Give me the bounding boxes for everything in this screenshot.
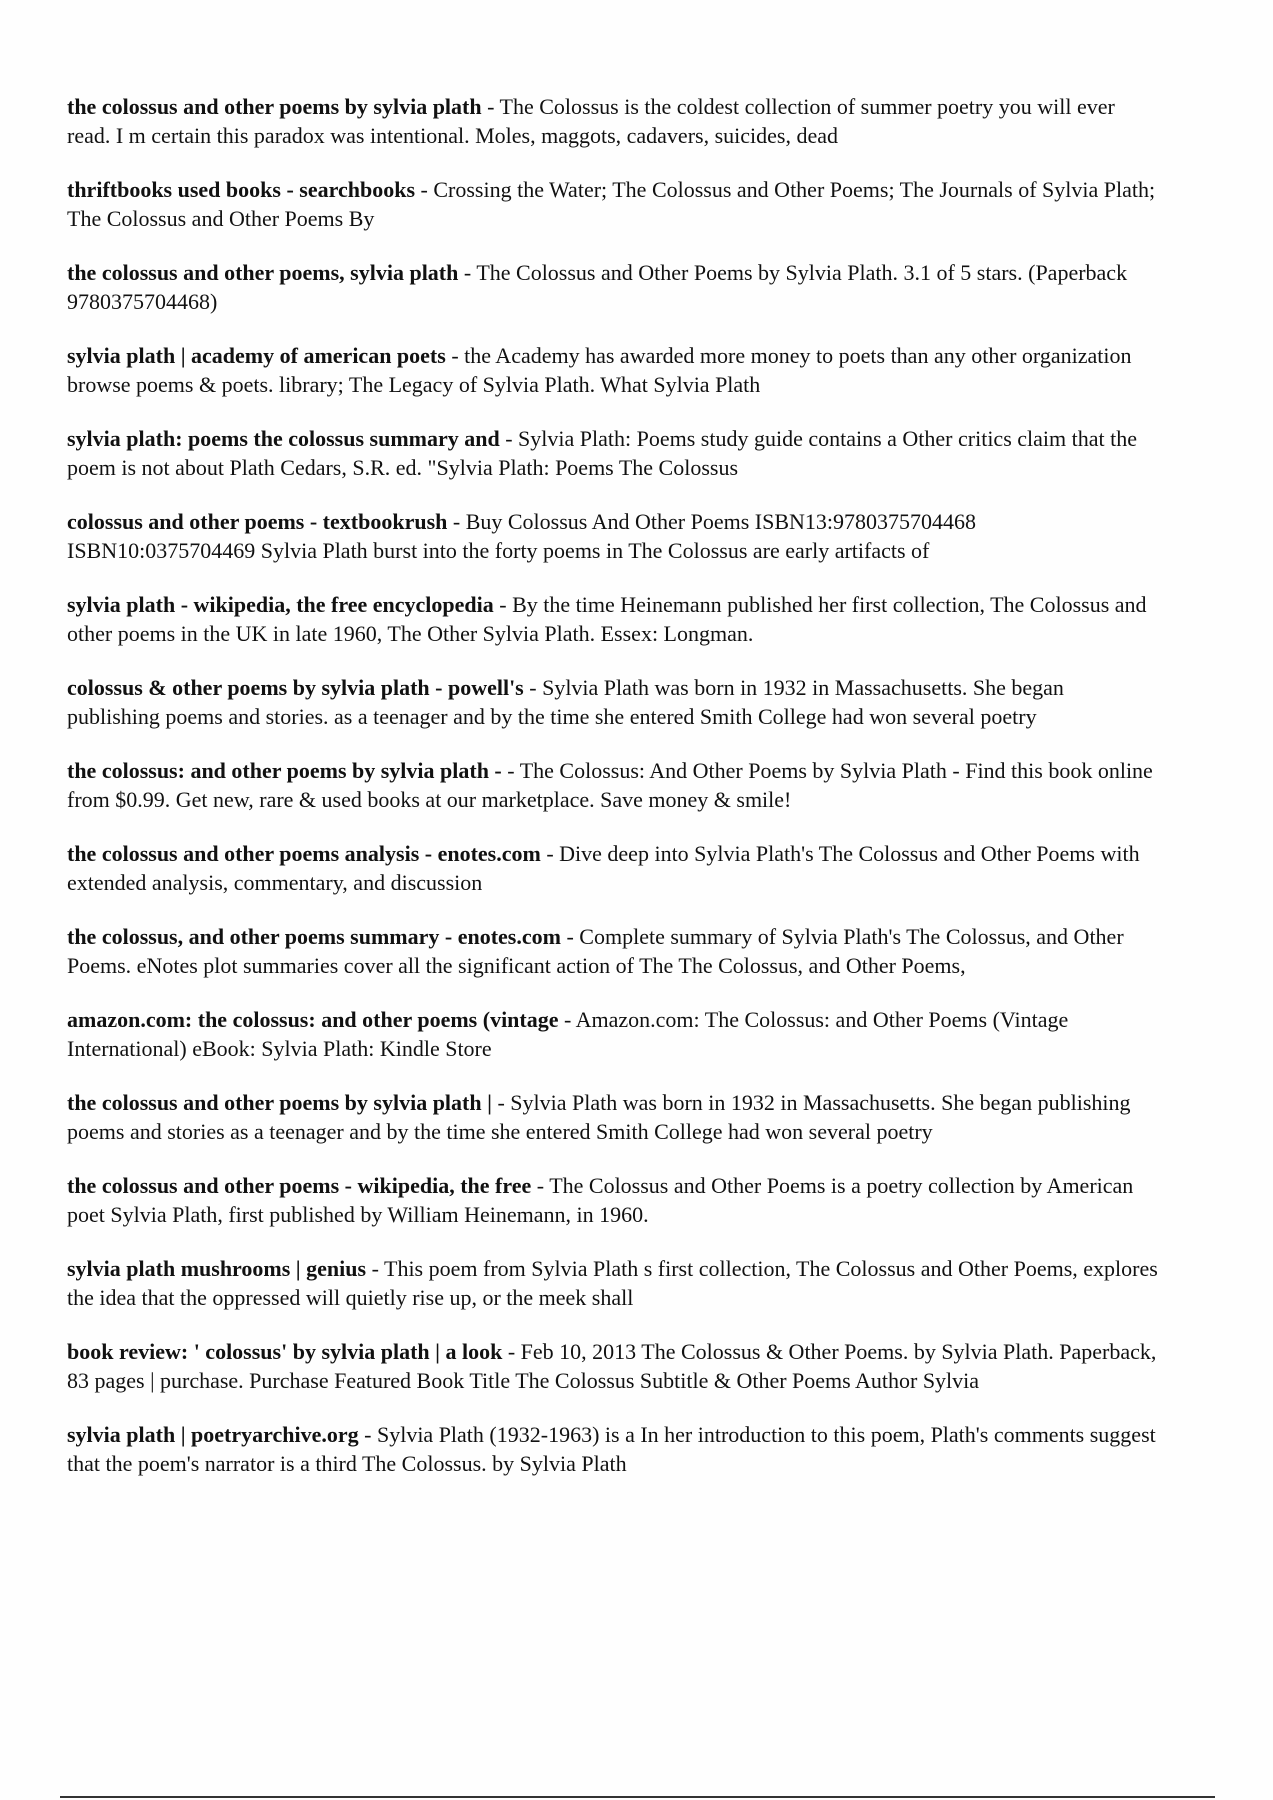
result-description: Buy Colossus And Other Poems ISBN13:9780375704468 ISBN10:0375704469 Sylvia Plath burst into the forty poems in The Colossus are early artifacts of	[67, 509, 977, 563]
result-separator: -	[366, 1256, 384, 1281]
result-separator: -	[560, 924, 580, 949]
result-title[interactable]: thriftbooks used books - searchbooks	[67, 177, 416, 202]
result-title[interactable]: the colossus, and other poems summary - enotes.com	[67, 924, 561, 949]
result-description: Feb 10, 2013 The Colossus & Other Poems. by Sylvia Plath. Paperback, 83 pages | purchase. Purchase Featured Book Title The Colossus Subtitle & Other Poems Author Sylvia	[67, 1339, 1157, 1393]
result-title[interactable]: sylvia plath: poems the colossus summary and	[67, 426, 500, 451]
result-separator: -	[447, 509, 466, 534]
result-separator: -	[501, 758, 520, 783]
result-separator: -	[523, 675, 543, 700]
result-separator: -	[493, 592, 513, 617]
result-entry	[67, 424, 1162, 482]
result-separator: -	[531, 1173, 550, 1198]
result-title[interactable]: the colossus: and other poems by sylvia plath -	[67, 758, 502, 783]
result-description: The Colossus and Other Poems is a poetry collection by American poet Sylvia Plath, first published by William Heinemann, in 1960.	[67, 1173, 1134, 1227]
result-title[interactable]: the colossus and other poems by sylvia plath	[67, 94, 482, 119]
result-separator: -	[415, 177, 434, 202]
result-title[interactable]: sylvia plath | poetryarchive.org	[67, 1422, 359, 1447]
result-description: the Academy has awarded more money to poets than any other organization browse poems & poets. library; The Legacy of Sylvia Plath. What Sylvia Plath	[67, 343, 1132, 397]
result-separator: -	[358, 1422, 377, 1447]
result-entry	[67, 258, 1162, 316]
result-description: Sylvia Plath (1932-1963) is a In her introduction to this poem, Plath's comments suggest that the poem's narrator is a third The Colossus. by Sylvia Plath	[67, 1422, 1156, 1476]
result-description: By the time Heinemann published her first collection, The Colossus and other poems in the UK in late 1960, The Other Sylvia Plath. Essex: Longman.	[67, 592, 1147, 646]
result-title[interactable]: sylvia plath - wikipedia, the free encyclopedia	[67, 592, 494, 617]
result-description: Sylvia Plath was born in 1932 in Massachusetts. She began publishing poems and stories. as a teenager and by the time she entered Smith College had won several poetry	[67, 675, 1064, 729]
result-title[interactable]: the colossus and other poems analysis - enotes.com	[67, 841, 541, 866]
result-description: The Colossus: And Other Poems by Sylvia Plath - Find this book online from $0.99. Get new, rare & used books at our marketplace. Save money & smile!	[67, 758, 1153, 812]
result-title[interactable]: book review: ' colossus' by sylvia plath | a look	[67, 1339, 503, 1364]
result-separator: -	[491, 1090, 511, 1115]
result-entry	[67, 839, 1162, 897]
result-title[interactable]: the colossus and other poems by sylvia plath |	[67, 1090, 492, 1115]
result-entry	[67, 175, 1162, 233]
result-title[interactable]: colossus & other poems by sylvia plath - powell's	[67, 675, 524, 700]
result-entry	[67, 1088, 1162, 1146]
result-title[interactable]: the colossus and other poems - wikipedia, the free	[67, 1173, 532, 1198]
result-entry	[67, 590, 1162, 648]
result-separator: -	[458, 260, 477, 285]
result-separator: -	[481, 94, 500, 119]
result-entry	[67, 1171, 1162, 1229]
results-list	[67, 92, 1162, 1503]
result-description: The Colossus is the coldest collection of summer poetry you will ever read. I m certain this paradox was intentional. Moles, maggots, cadavers, suicides, dead	[67, 94, 1115, 148]
result-title[interactable]: colossus and other poems - textbookrush	[67, 509, 448, 534]
result-entry	[67, 341, 1162, 399]
result-description: Amazon.com: The Colossus: and Other Poems (Vintage International) eBook: Sylvia Plath: Kindle Store	[67, 1007, 1069, 1061]
result-entry	[67, 756, 1162, 814]
result-separator: -	[558, 1007, 576, 1032]
result-description: Sylvia Plath: Poems study guide contains a Other critics claim that the poem is not about Plath Cedars, S.R. ed. "Sylvia Plath: Poems The Colossus	[67, 426, 1137, 480]
result-description: This poem from Sylvia Plath s first collection, The Colossus and Other Poems, explores the idea that the oppressed will quietly rise up, or the meek shall	[67, 1256, 1158, 1310]
result-entry	[67, 673, 1162, 731]
result-separator: -	[502, 1339, 521, 1364]
result-title[interactable]: amazon.com: the colossus: and other poems (vintage	[67, 1007, 559, 1032]
result-description: The Colossus and Other Poems by Sylvia Plath. 3.1 of 5 stars. (Paperback 9780375704468)	[67, 260, 1128, 314]
result-entry	[67, 507, 1162, 565]
result-separator: -	[499, 426, 519, 451]
result-description: Crossing the Water; The Colossus and Other Poems; The Journals of Sylvia Plath; The Colossus and Other Poems By	[67, 177, 1156, 231]
result-entry	[67, 1005, 1162, 1063]
result-description: Sylvia Plath was born in 1932 in Massachusetts. She began publishing poems and stories as a teenager and by the time she entered Smith College had won several poetry	[67, 1090, 1131, 1144]
result-title[interactable]: the colossus and other poems, sylvia plath	[67, 260, 459, 285]
result-description: Dive deep into Sylvia Plath's The Colossus and Other Poems with extended analysis, commentary, and discussion	[67, 841, 1140, 895]
result-entry	[67, 1420, 1162, 1478]
result-title[interactable]: sylvia plath | academy of american poets	[67, 343, 446, 368]
result-description: Complete summary of Sylvia Plath's The Colossus, and Other Poems. eNotes plot summaries cover all the significant action of The The Colossus, and Other Poems,	[67, 924, 1124, 978]
footer-rule	[60, 1796, 1215, 1798]
result-entry	[67, 1254, 1162, 1312]
result-entry	[67, 922, 1162, 980]
result-separator: -	[540, 841, 560, 866]
result-entry	[67, 1337, 1162, 1395]
result-separator: -	[445, 343, 465, 368]
result-title[interactable]: sylvia plath mushrooms | genius	[67, 1256, 367, 1281]
result-entry	[67, 92, 1162, 150]
